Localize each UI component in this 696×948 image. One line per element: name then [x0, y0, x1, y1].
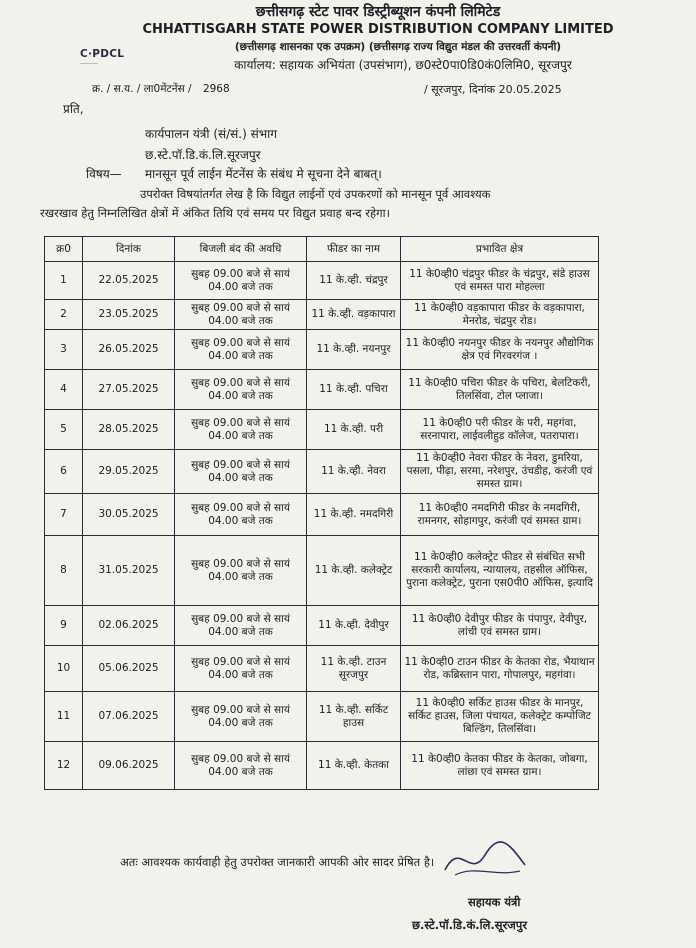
- cell-sno: 6: [45, 450, 83, 494]
- cell-period: सुबह 09.00 बजे से सायं 04.00 बजे तक: [175, 494, 307, 536]
- header-company-hindi: छत्तीसगढ़ स्टेट पावर डिस्ट्रीब्यूशन कंपनी लिमिटेड: [255, 4, 501, 20]
- intro-line-1: उपरोक्त विषयांतर्गत लेख है कि विद्युत लाईनों एवं उपकरणों को मानसून पूर्व आवश्यक: [140, 187, 491, 201]
- table-row: [45, 494, 599, 536]
- cell-period: सुबह 09.00 बजे से सायं 04.00 बजे तक: [175, 692, 307, 742]
- signatory-title: सहायक यंत्री: [468, 895, 521, 909]
- cell-date: 02.06.2025: [83, 606, 175, 646]
- table-row: [45, 370, 599, 410]
- cell-feeder: 11 के.व्ही. परी: [307, 410, 401, 450]
- table-row: [45, 450, 599, 494]
- cell-period: सुबह 09.00 बजे से सायं 04.00 बजे तक: [175, 606, 307, 646]
- table-row: [45, 646, 599, 692]
- cell-date: 28.05.2025: [83, 410, 175, 450]
- cell-date: 23.05.2025: [83, 300, 175, 330]
- cell-sno: 3: [45, 330, 83, 370]
- table-row: [45, 536, 599, 606]
- cell-area: 11 के0व्ही0 पचिरा फीडर के पचिरा, बेलटिकरी, तिलसिंवा, टोल प्लाजा।: [401, 370, 599, 410]
- cell-period: सुबह 09.00 बजे से सायं 04.00 बजे तक: [175, 262, 307, 300]
- cell-date: 22.05.2025: [83, 262, 175, 300]
- cell-period: सुबह 09.00 बजे से सायं 04.00 बजे तक: [175, 742, 307, 790]
- cell-area: 11 के0व्ही0 नयनपुर फीडर के नयनपुर औद्योगिक क्षेत्र एवं गिरवरगंज ।: [401, 330, 599, 370]
- cell-sno: 9: [45, 606, 83, 646]
- closing-text: अतः आवश्यक कार्यवाही हेतु उपरोक्त जानकारी आपकी ओर सादर प्रेषित है।: [120, 855, 435, 869]
- cell-area: 11 के0व्ही0 नमदगिरी फीडर के नमदगिरी, रामनगर, सोहागपुर, करंजी एवं समस्त ग्राम।: [401, 494, 599, 536]
- cell-area: 11 के0व्ही0 सर्किट हाउस फीडर के मानपुर, सर्किट हाउस, जिला पंचायत, कलेक्ट्रेट कम्पोजिट बिल्डिंग, तिलसिंवा।: [401, 692, 599, 742]
- reference-line: [92, 82, 230, 96]
- cell-period: सुबह 09.00 बजे से सायं 04.00 बजे तक: [175, 370, 307, 410]
- table-row: [45, 742, 599, 790]
- logo-text: C·PDCL: [80, 48, 125, 60]
- cell-date: 05.06.2025: [83, 646, 175, 692]
- cell-area: 11 के0व्ही0 चंद्रपुर फीडर के चंद्रपुर, संडे हाउस एवं समस्त पारा मोहल्ला: [401, 262, 599, 300]
- signatory-office: छ.स्टे.पॉ.डि.कं.लि.सूरजपुर: [412, 918, 528, 932]
- table-row: [45, 606, 599, 646]
- cell-feeder: 11 के.व्ही. पचिरा: [307, 370, 401, 410]
- table-row: [45, 330, 599, 370]
- header-office: कार्यालय: सहायक अभियंता (उपसंभाग), छ0स्टे0पा0डि0कं0लिमि0, सूरजपुर: [234, 58, 572, 72]
- table-row: [45, 692, 599, 742]
- table-header-row: [45, 237, 599, 262]
- cell-area: 11 के0व्ही0 देवीपुर फीडर के पंपापुर, देवीपुर, लांची एवं समस्त ग्राम।: [401, 606, 599, 646]
- cell-period: सुबह 09.00 बजे से सायं 04.00 बजे तक: [175, 300, 307, 330]
- cell-date: 26.05.2025: [83, 330, 175, 370]
- cell-sno: 5: [45, 410, 83, 450]
- reference-prefix: क्र. / स.य. / ला0मेंटनेंस /: [92, 83, 192, 95]
- cell-feeder: 11 के.व्ही. टाउन सूरजपुर: [307, 646, 401, 692]
- cell-feeder: 11 के.व्ही. वड़कापारा: [307, 300, 401, 330]
- cell-feeder: 11 के.व्ही. कलेक्ट्रेट: [307, 536, 401, 606]
- cell-feeder: 11 के.व्ही. नयनपुर: [307, 330, 401, 370]
- cell-sno: 11: [45, 692, 83, 742]
- table-row: [45, 300, 599, 330]
- cell-date: 07.06.2025: [83, 692, 175, 742]
- cell-period: सुबह 09.00 बजे से सायं 04.00 बजे तक: [175, 410, 307, 450]
- cell-sno: 2: [45, 300, 83, 330]
- cell-sno: 12: [45, 742, 83, 790]
- table-body: [45, 262, 599, 790]
- header-period: बिजली बंद की अवधि: [175, 237, 307, 262]
- cell-feeder: 11 के.व्ही. देवीपुर: [307, 606, 401, 646]
- logo-underline-icon: ──────: [80, 61, 99, 67]
- cell-feeder: 11 के.व्ही. सर्किट हाउस: [307, 692, 401, 742]
- cell-date: 09.06.2025: [83, 742, 175, 790]
- recipient-line-2: छ.स्टे.पॉ.डि.कं.लि.सूरजपुर: [145, 148, 261, 162]
- cell-sno: 10: [45, 646, 83, 692]
- cell-area: 11 के0व्ही0 नेवरा फीडर के नेवरा, डुमरिया, पसला, पीढ़ा, सरमा, नरेशपुर, उंचडीह, करंजी एवं समस्त ग्राम।: [401, 450, 599, 494]
- reference-date: / सूरजपुर, दिनांक 20.05.2025: [424, 83, 562, 96]
- recipient-line-1: कार्यपालन यंत्री (सं/सं.) संभाग: [145, 127, 277, 141]
- subject-text: मानसून पूर्व लाईन मेंटनेंस के संबंध मे सूचना देने बाबत्।: [145, 167, 382, 181]
- reference-number: 2968: [202, 83, 230, 95]
- intro-line-2: रखरखाव हेतु निम्नलिखित क्षेत्रों में अंकित तिथि एवं समय पर विद्युत प्रवाह बन्द रहेगा।: [40, 206, 390, 220]
- cell-feeder: 11 के.व्ही. चंद्रपुर: [307, 262, 401, 300]
- header-company-english: CHHATTISGARH STATE POWER DISTRIBUTION COMPANY LIMITED: [142, 22, 614, 37]
- cell-date: 31.05.2025: [83, 536, 175, 606]
- header-area: प्रभावित क्षेत्र: [401, 237, 599, 262]
- cell-sno: 8: [45, 536, 83, 606]
- cell-sno: 1: [45, 262, 83, 300]
- cell-feeder: 11 के.व्ही. नमदगिरी: [307, 494, 401, 536]
- cell-date: 29.05.2025: [83, 450, 175, 494]
- header-feeder: फीडर का नाम: [307, 237, 401, 262]
- table-row: [45, 410, 599, 450]
- cell-period: सुबह 09.00 बजे से सायं 04.00 बजे तक: [175, 450, 307, 494]
- cell-period: सुबह 09.00 बजे से सायं 04.00 बजे तक: [175, 536, 307, 606]
- cell-area: 11 के0व्ही0 टाउन फीडर के केतका रोड, भैयाथान रोड, कब्रिस्तान पारा, गोपालपुर, महगंवा।: [401, 646, 599, 692]
- header-date: दिनांक: [83, 237, 175, 262]
- header-sno: क्र0: [45, 237, 83, 262]
- cell-area: 11 के0व्ही0 वड़कापारा फीडर के वड़कापारा, मेनरोड, चंद्रपुर रोड।: [401, 300, 599, 330]
- cell-area: 11 के0व्ही0 कलेक्ट्रेट फीडर से संबंधित सभी सरकारी कार्यालय, न्यायालय, तहसील ऑफिस, पुराना कलेक्ट्रेट, पुराना एस0पी0 ऑफिस, इत्यादि: [401, 536, 599, 606]
- cell-area: 11 के0व्ही0 परी फीडर के परी, महगंवा, सरनापारा, लाईवलीहुड कॉलेज, पतरापारा।: [401, 410, 599, 450]
- signature-mark: [440, 835, 530, 885]
- prati-label: प्रति,: [63, 102, 84, 116]
- cell-feeder: 11 के.व्ही. नेवरा: [307, 450, 401, 494]
- table-row: [45, 262, 599, 300]
- cell-area: 11 के0व्ही0 केतका फीडर के केतका, जोबगा, लांछा एवं समस्त ग्राम।: [401, 742, 599, 790]
- cell-period: सुबह 09.00 बजे से सायं 04.00 बजे तक: [175, 646, 307, 692]
- cell-period: सुबह 09.00 बजे से सायं 04.00 बजे तक: [175, 330, 307, 370]
- cell-sno: 7: [45, 494, 83, 536]
- cell-feeder: 11 के.व्ही. केतका: [307, 742, 401, 790]
- cell-date: 30.05.2025: [83, 494, 175, 536]
- subject-label: विषय—: [86, 167, 122, 181]
- cell-sno: 4: [45, 370, 83, 410]
- maintenance-schedule-table: [44, 236, 599, 790]
- header-subtitle: (छत्तीसगढ़ शासनका एक उपक्रम) (छत्तीसगढ़ राज्य विद्युत मंडल की उत्तरवर्ती कंपनी): [234, 41, 562, 53]
- cell-date: 27.05.2025: [83, 370, 175, 410]
